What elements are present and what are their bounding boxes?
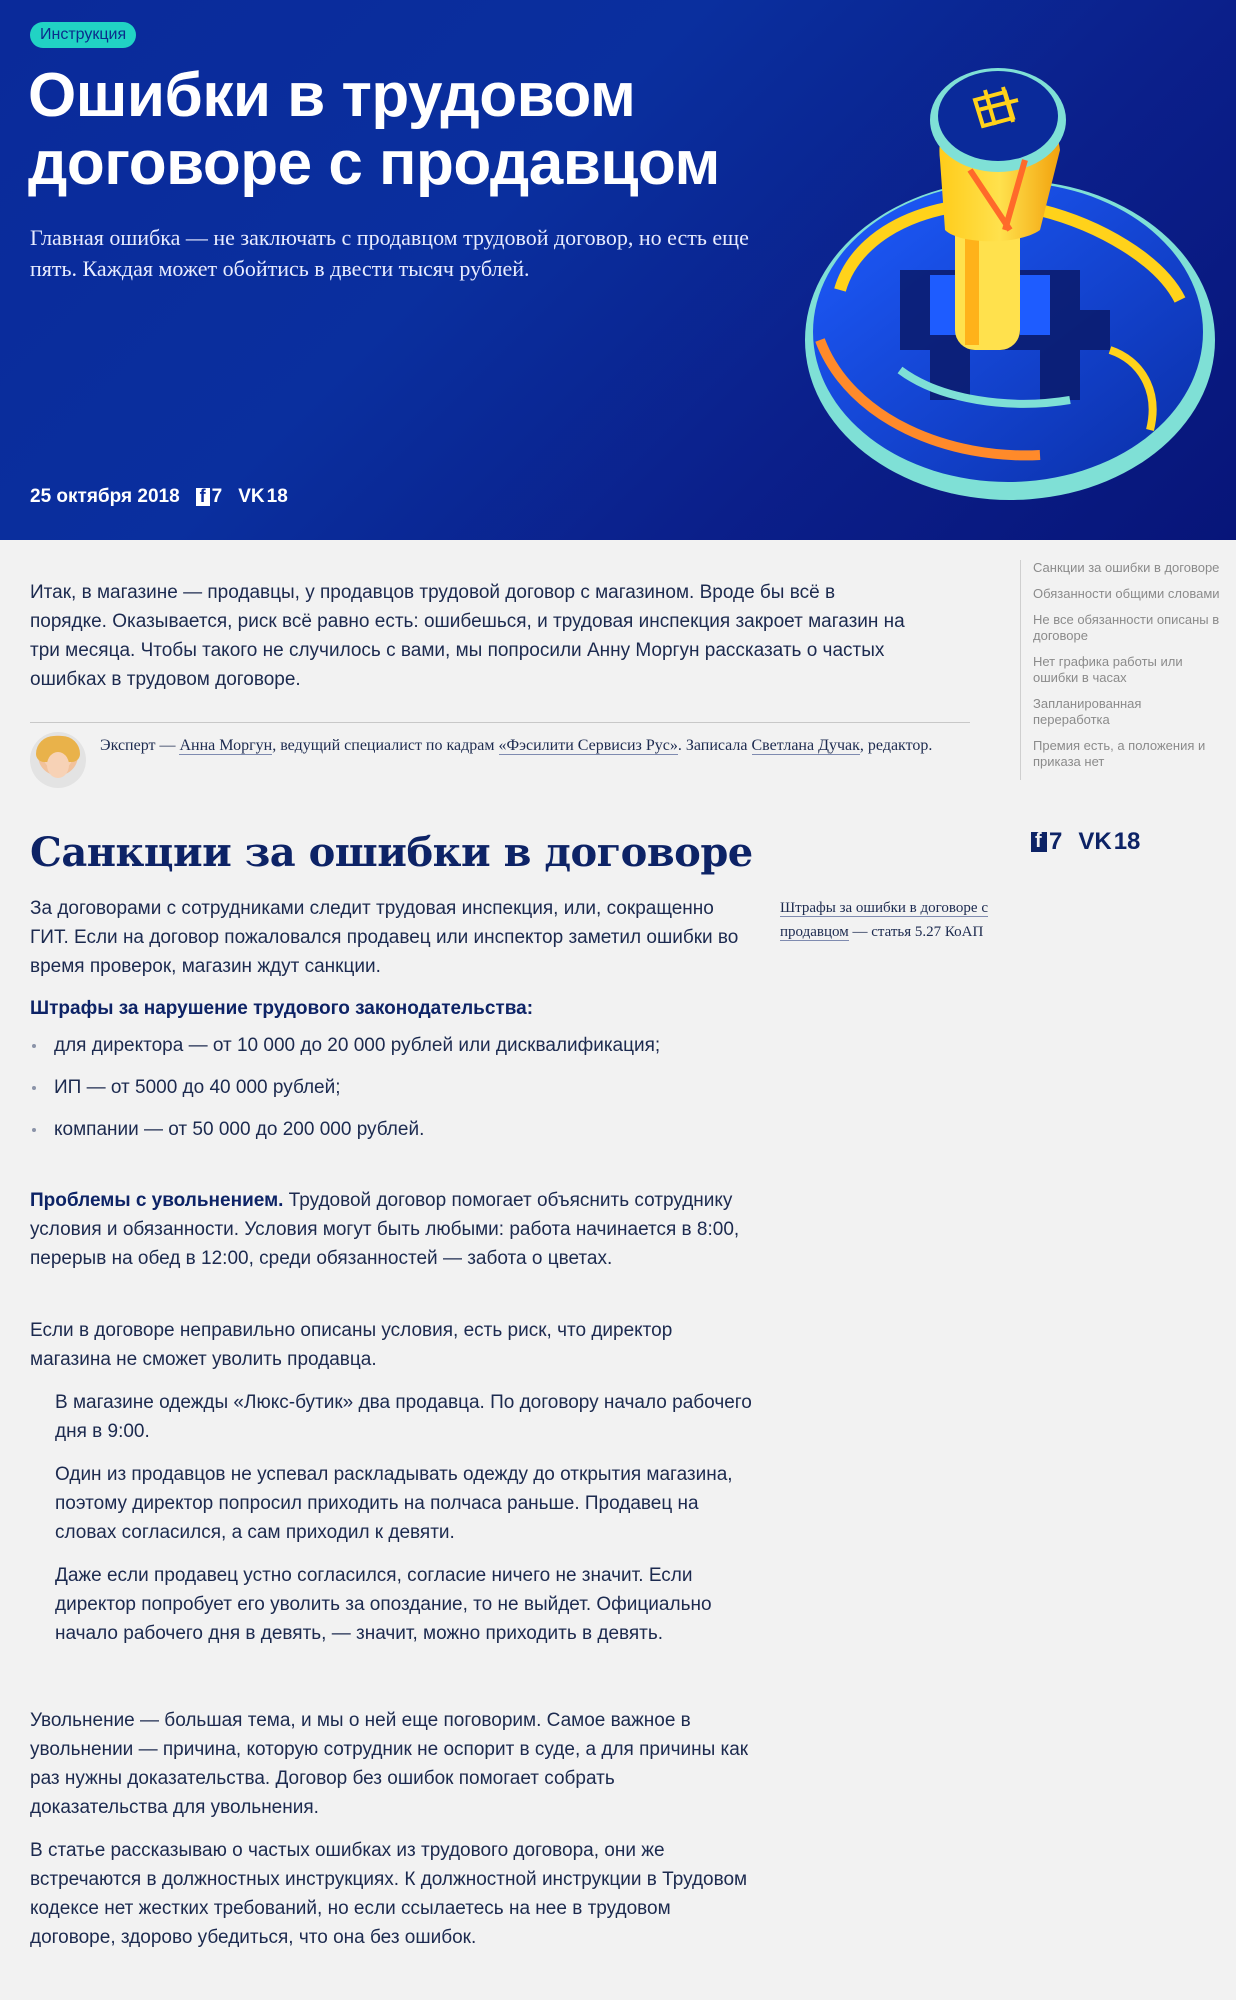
paragraph: Если в договоре неправильно описаны условия, есть риск, что директор магазина не сможет уволить продавца. [30, 1320, 673, 1370]
intro-paragraph: Итак, в магазине — продавцы, у продавцов трудовой договор с магазином. Вроде бы всё в порядке. Оказывается, риск всё равно есть: ошибешься, и трудовая инспекция закроет магазин на три месяца. Чтобы такого не случилось с вами, мы попросили Анну Моргун рассказать о частых ошибках в трудовом договоре. [30, 582, 905, 690]
toc-item[interactable]: Нет графика работы или ошибки в часах [1033, 654, 1183, 685]
editor-name-link[interactable]: Светлана Дучак [751, 737, 860, 754]
expert-avatar [30, 732, 86, 788]
bullet-icon [32, 1128, 36, 1132]
paragraph: Увольнение — большая тема, и мы о ней еще поговорим. Самое важное в увольнении — причина, которую сотрудник не оспорит в суде, а для причины как раз нужны доказательства. Договор без ошибок помогает собрать доказательства для увольнения. [30, 1710, 749, 1818]
company-link[interactable]: «Фэсилити Сервисиз Рус» [498, 737, 678, 754]
example-paragraph: В магазине одежды «Люкс-бутик» два продавца. По договору начало рабочего дня в 9:00. [55, 1392, 752, 1442]
bullet-icon [32, 1044, 36, 1048]
expert-credit: Эксперт — Анна Моргун, ведущий специалист по кадрам «Фэсилити Сервисиз Рус». Записала Светлана Дучак, редактор. [100, 737, 933, 754]
toc-item[interactable]: Санкции за ошибки в договоре [1033, 560, 1220, 575]
vk-count: 18 [266, 486, 288, 507]
fines-heading: Штрафы за нарушение трудового законодательства: [30, 998, 534, 1019]
expert-name-link[interactable]: Анна Моргун [179, 737, 273, 754]
list-item: компании — от 50 000 до 200 000 рублей. [30, 1116, 750, 1158]
facebook-share-button[interactable]: f 7 [1031, 828, 1062, 856]
paragraph: Проблемы с увольнением. Трудовой договор помогает объяснить сотруднику условия и обязанности. Условия могут быть любыми: работа начинается в 8:00, перерыв на обед в 12:00, среди обязанностей — забота о цветах. [30, 1190, 740, 1269]
table-of-contents [1020, 560, 1220, 780]
category-tag[interactable]: Инструкция [30, 22, 136, 48]
example-paragraph: Даже если продавец устно согласился, согласие ничего не значит. Если директор попробует его уволить за опоздание, то не выйдет. Официально начало рабочего дня в девять, — значит, можно приходить в девять. [55, 1565, 712, 1644]
vk-share-button[interactable]: VK 18 [1078, 828, 1141, 855]
page-title: Ошибки в трудовом договоре с продавцом [28, 61, 720, 198]
expert-block [30, 730, 970, 790]
vk-icon: VK [1078, 828, 1112, 855]
facebook-count: 7 [211, 486, 223, 507]
list-item: ИП — от 5000 до 40 000 рублей; [30, 1074, 750, 1116]
toc-item[interactable]: Премия есть, а положения и приказа нет [1033, 738, 1206, 769]
sidenote-link[interactable]: Штрафы за ошибки в договоре с продавцом [780, 900, 988, 940]
facebook-icon [1031, 832, 1047, 852]
divider [30, 722, 970, 723]
paragraph: В статье рассказываю о частых ошибках из трудового договора, они же встречаются в должностных инструкциях. К должностной инструкции в Трудовом кодексе нет жестких требований, но если ссылаетесь на нее в трудовом договоре, здорово убедиться, что она без ошибок. [30, 1840, 748, 1948]
example-paragraph: Один из продавцов не успевал раскладывать одежду до открытия магазина, поэтому директор попросил приходить на полчаса раньше. Продавец на словах согласился, а сам приходил к девяти. [55, 1464, 733, 1543]
toc-item[interactable]: Обязанности общими словами [1033, 586, 1220, 601]
facebook-share-button[interactable] [196, 486, 223, 508]
paragraph: За договорами с сотрудниками следит трудовая инспекция, или, сокращенно ГИТ. Если на договор пожаловался продавец или инспектор заметил ошибки во время проверок, магазин ждут санкции. [30, 898, 739, 977]
sidebar-share [1031, 828, 1140, 856]
toc-item[interactable]: Не все обязанности описаны в договоре [1033, 612, 1220, 643]
gear-shift-illustration [780, 40, 1220, 510]
section-heading: Санкции за ошибки в договоре [30, 829, 753, 876]
hero-banner [0, 0, 1236, 540]
list-item: для директора — от 10 000 до 20 000 рублей или дисквалификация; [30, 1032, 750, 1074]
facebook-icon [196, 488, 210, 506]
article-meta [30, 486, 288, 508]
toc-item[interactable]: Запланированная переработка [1033, 696, 1142, 727]
lead-text: Главная ошибка — не заключать с продавцом трудовой договор, но есть еще пять. Каждая может обойтись в двести тысяч рублей. [30, 225, 749, 281]
sidenote: Штрафы за ошибки в договоре с продавцом — статья 5.27 КоАП [780, 900, 988, 940]
bullet-icon [32, 1086, 36, 1090]
vk-icon: VK [238, 486, 265, 507]
fines-list [30, 1032, 750, 1158]
vk-share-button[interactable] [238, 486, 288, 508]
publish-date: 25 октября 2018 [30, 486, 180, 507]
